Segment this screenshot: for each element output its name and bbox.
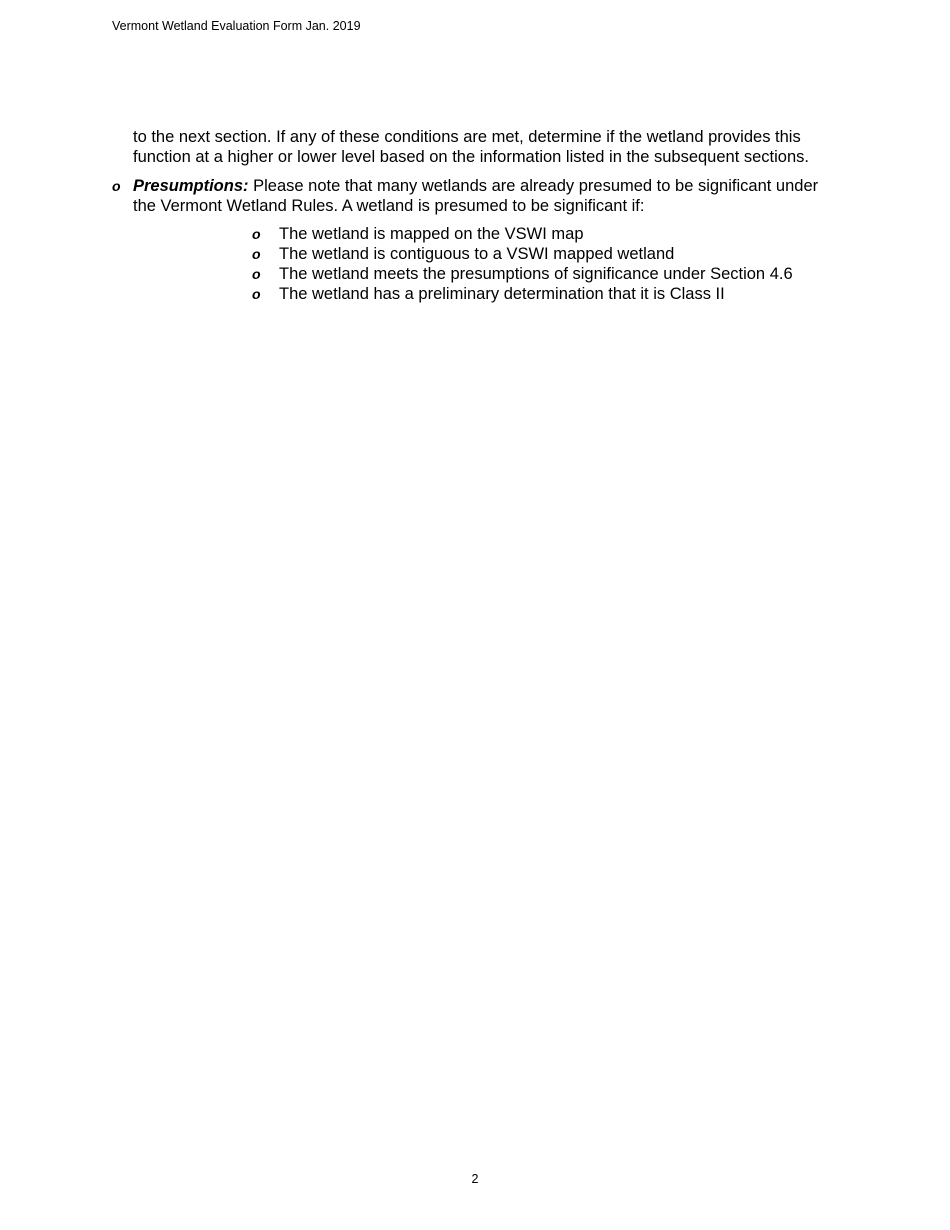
bullet-marker: o	[252, 246, 261, 262]
list-item	[252, 264, 793, 284]
presumptions-text: Please note that many wetlands are already presumed to be significant under the Vermont Wetland Rules. A wetland is presumed to be significant if:	[133, 177, 819, 215]
list-item	[252, 284, 793, 304]
bullet-marker: o	[252, 266, 261, 282]
list-item-text: The wetland has a preliminary determination that it is Class II	[279, 285, 725, 303]
list-item	[252, 244, 793, 264]
page-header: Vermont Wetland Evaluation Form Jan. 2019	[112, 19, 361, 33]
bullet-marker: o	[252, 286, 261, 302]
bullet-marker: o	[252, 226, 261, 242]
presumptions-list	[252, 224, 793, 304]
presumptions-bullet	[112, 176, 872, 216]
list-item-text: The wetland is mapped on the VSWI map	[279, 225, 584, 243]
continuation-paragraph: to the next section. If any of these conditions are met, determine if the wetland provides this function at a higher or lower level based on the information listed in the subsequent sections.	[133, 128, 809, 166]
list-item-text: The wetland meets the presumptions of significance under Section 4.6	[279, 265, 793, 283]
bullet-marker: o	[112, 178, 121, 194]
list-item	[252, 224, 793, 244]
presumptions-label: Presumptions:	[133, 177, 249, 195]
presumptions-paragraph	[133, 176, 833, 216]
page-number: 2	[471, 1172, 479, 1186]
list-item-text: The wetland is contiguous to a VSWI mapped wetland	[279, 245, 675, 263]
